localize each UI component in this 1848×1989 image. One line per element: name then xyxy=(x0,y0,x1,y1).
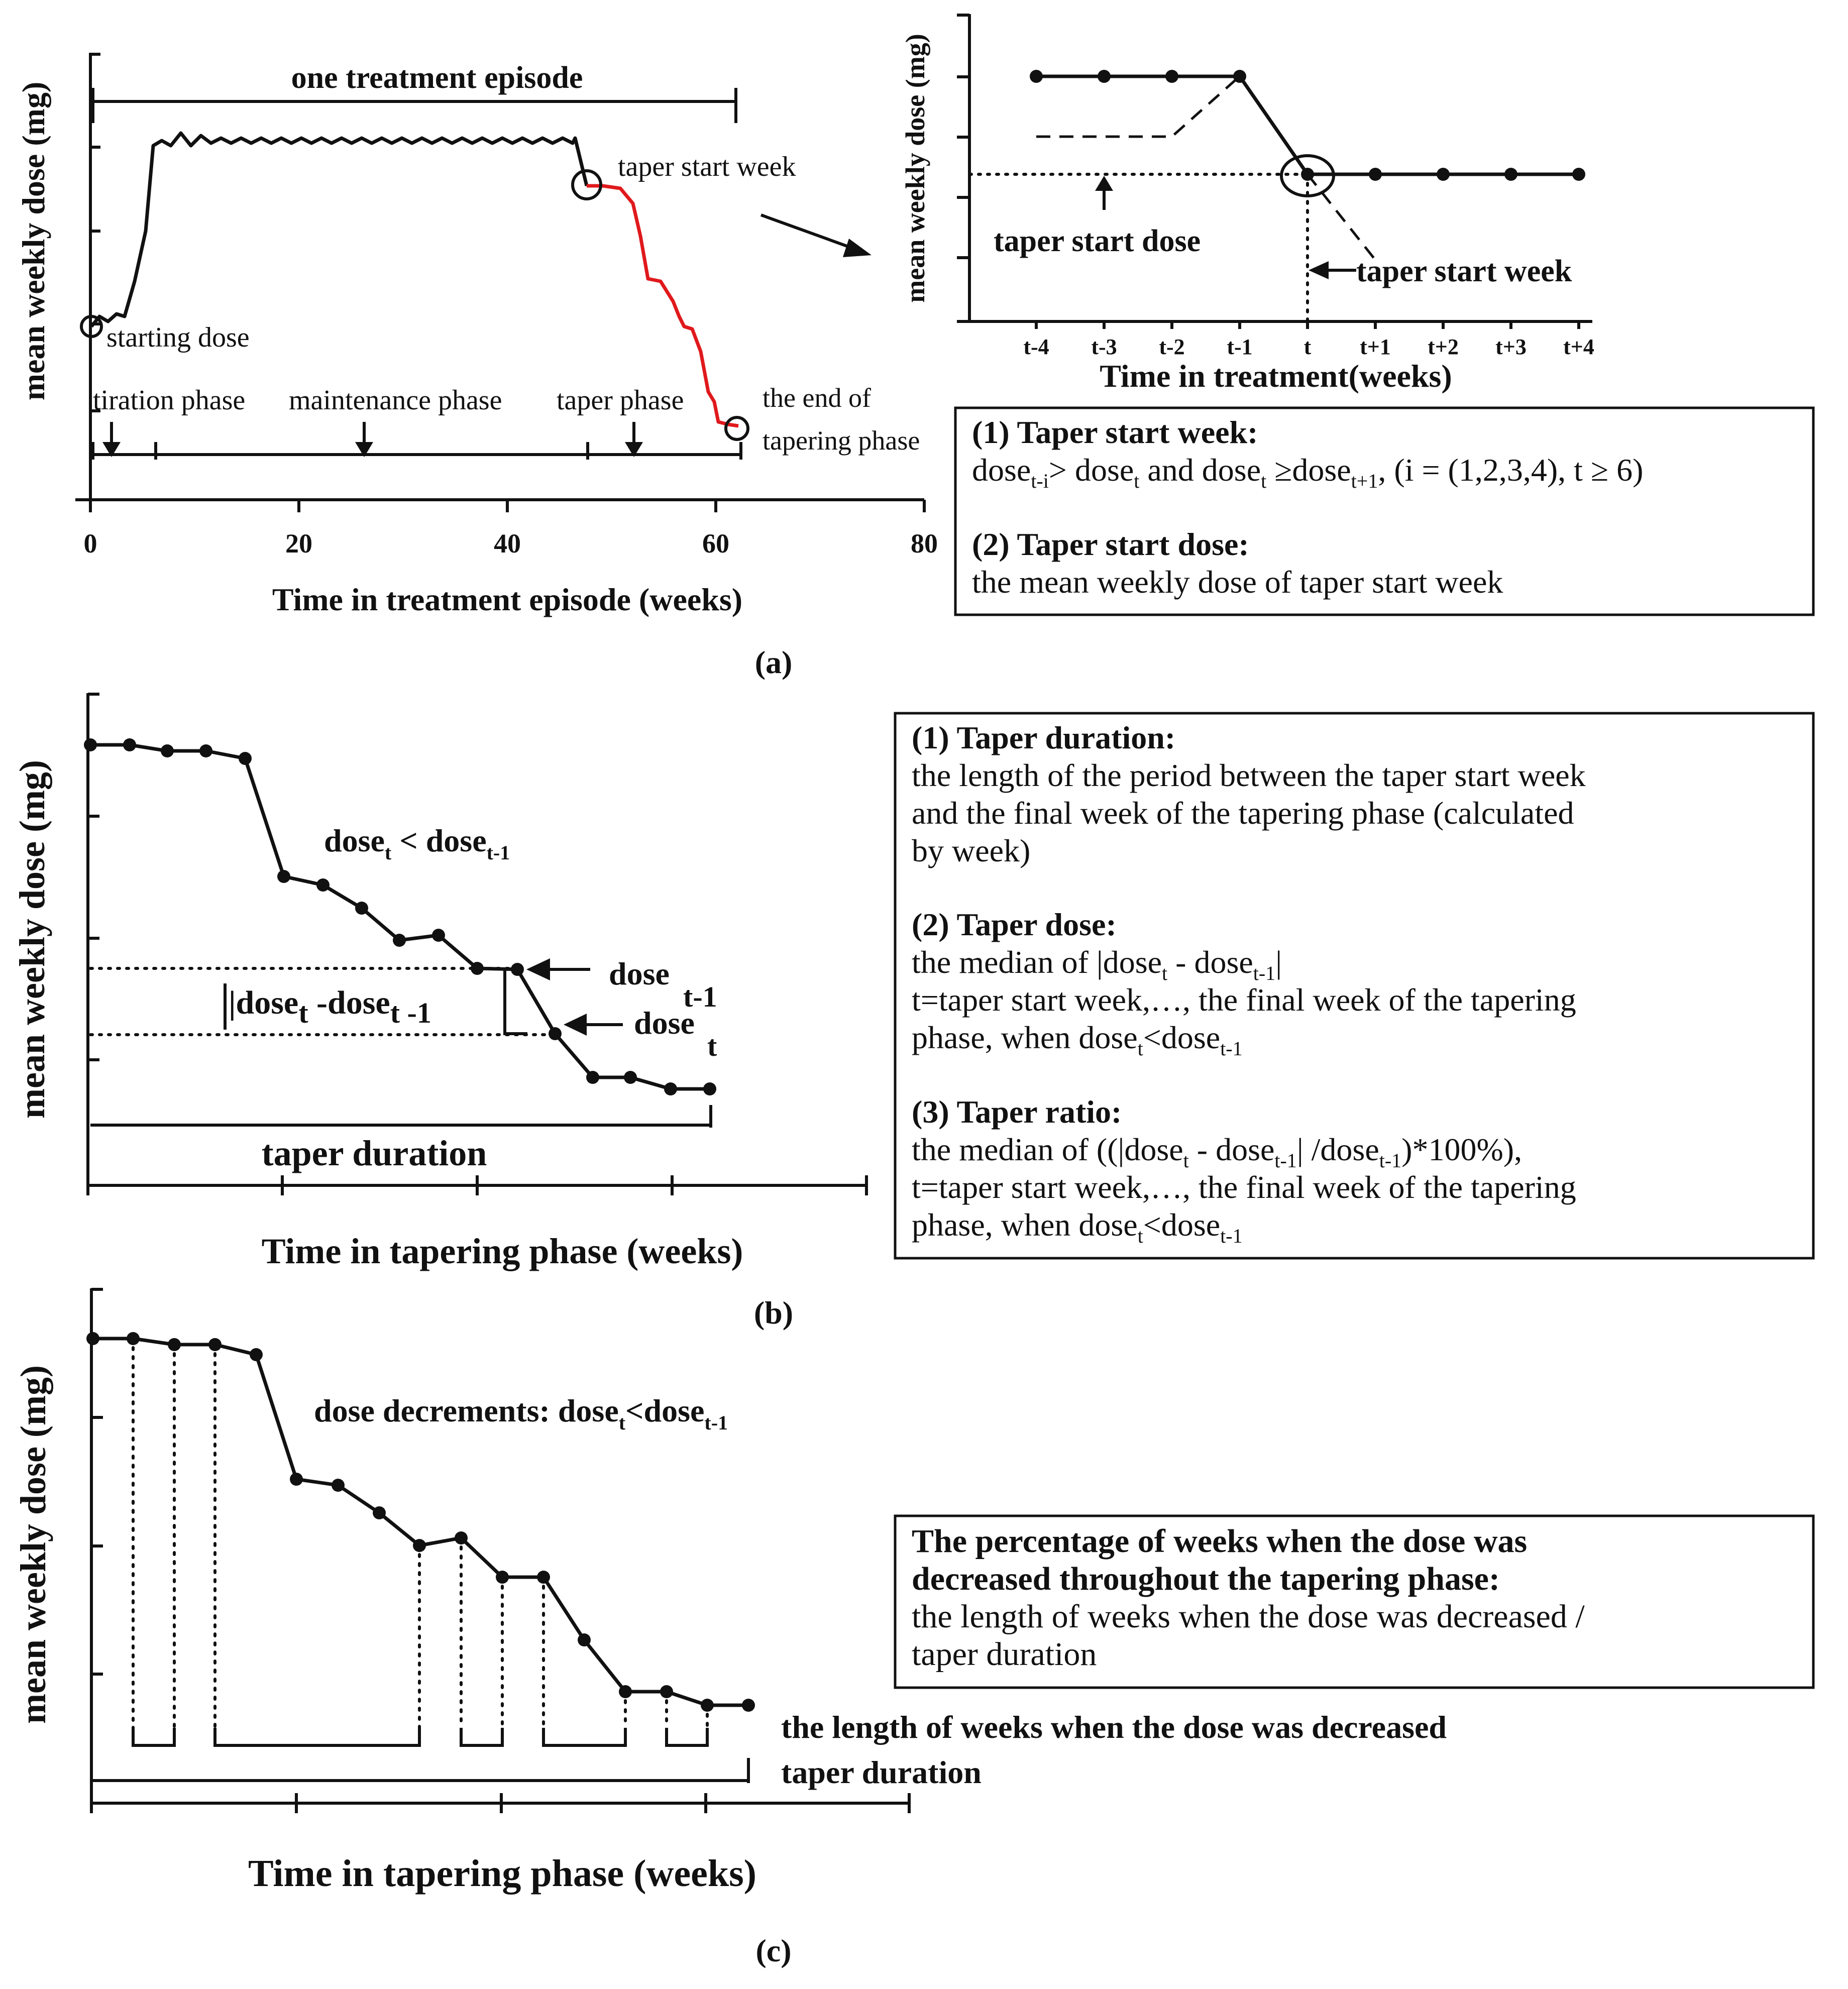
panel-c-point xyxy=(578,1633,591,1646)
panel-b-point xyxy=(239,752,252,765)
inset-x-tick-label: t+2 xyxy=(1428,335,1459,359)
panel-c-point xyxy=(660,1685,673,1698)
panel-b-taper-duration-label: taper duration xyxy=(261,1133,487,1173)
inset-point xyxy=(1504,168,1517,181)
inset-y-ticks xyxy=(957,15,969,258)
panel-b-point xyxy=(471,962,484,975)
panel-c-point xyxy=(496,1571,509,1584)
inset-point xyxy=(1165,70,1178,83)
panel-a-definition-box xyxy=(955,408,1813,615)
panel-c-point xyxy=(290,1473,303,1486)
phase-bracket xyxy=(93,442,741,460)
panel-a-x-tick-label: 80 xyxy=(911,528,938,559)
inset-x-tick-label: t xyxy=(1303,335,1312,359)
inset-x-tick-label: t+3 xyxy=(1495,335,1527,359)
inset-x-tick-label: t+4 xyxy=(1563,335,1594,359)
taper-start-dose-label: taper start dose xyxy=(994,224,1201,258)
dose-prev-label: doset-1 xyxy=(609,956,717,1013)
end-of-taper-label-1: the end of xyxy=(763,383,871,413)
caption-b: (b) xyxy=(753,1295,794,1331)
taper-duration-line: the length of the period between the taper start week xyxy=(912,757,1586,793)
inset-x-tick-label: t-2 xyxy=(1159,335,1185,359)
taper-duration-line: and the final week of the tapering phase (calculated xyxy=(912,795,1574,831)
panel-c-point xyxy=(537,1571,550,1584)
taper-start-week-label: taper start week xyxy=(618,151,796,182)
inset-x-tick-label: t-3 xyxy=(1091,335,1117,359)
panel-c-taper-duration-label: taper duration xyxy=(781,1754,982,1790)
panel-b-chart xyxy=(12,693,866,1271)
panel-c-definition-box xyxy=(895,1516,1813,1688)
panel-c-point xyxy=(250,1348,263,1361)
panel-b-point xyxy=(432,929,445,942)
panel-b-definition-box xyxy=(895,713,1813,1258)
percentage-text-line: the length of weeks when the dose was decreased / xyxy=(912,1598,1585,1635)
panel-c-point xyxy=(619,1685,632,1698)
panel-b-point xyxy=(586,1071,599,1084)
panel-c-y-ticks xyxy=(91,1289,103,1674)
inset-point xyxy=(1369,168,1382,181)
inset-point xyxy=(1572,168,1585,181)
panel-b-y-axis-label: mean weekly dose (mg) xyxy=(12,760,52,1119)
panel-a-x-tick-label: 60 xyxy=(702,528,729,559)
caption-a: (a) xyxy=(754,644,793,680)
panel-b-point xyxy=(355,902,368,915)
taper-dose-line: phase, when dose$_t$<dose$_{t-1}$ xyxy=(912,1020,1243,1060)
inset-x-tick-label: t-1 xyxy=(1227,335,1253,359)
taper-ratio-title: (3) Taper ratio: xyxy=(912,1094,1122,1130)
phase-label-titration: tiration phase xyxy=(93,385,246,416)
panel-a-x-axis-label: Time in treatment episode (weeks) xyxy=(272,582,743,617)
taper-ratio-line: t=taper start week,…, the final week of the tapering xyxy=(912,1169,1576,1205)
panel-b-point xyxy=(161,744,174,757)
inset-dashed-after xyxy=(1308,174,1376,261)
percentage-title-line: The percentage of weeks when the dose was xyxy=(912,1523,1528,1560)
inset-taper-start-week-label: taper start week xyxy=(1356,254,1572,288)
panel-b-point xyxy=(703,1082,716,1095)
difference-label: |doset -doset -1 xyxy=(229,984,431,1029)
inset-dashed-before xyxy=(1036,75,1241,137)
inset-x-axis-label: Time in treatment(weeks) xyxy=(1100,358,1452,394)
panel-b-point xyxy=(123,738,136,751)
caption-c: (c) xyxy=(755,1933,792,1968)
taper-start-week-title: (1) Taper start week: xyxy=(972,414,1258,450)
dose-prev-arrow xyxy=(526,958,590,980)
percentage-text-line: taper duration xyxy=(912,1636,1097,1673)
dose-cur-label: doset xyxy=(634,1005,717,1062)
zoom-arrow xyxy=(761,215,872,257)
inset-point xyxy=(1301,168,1314,181)
panel-b-point xyxy=(664,1082,677,1095)
panel-b-point xyxy=(199,744,212,757)
taper-dose-line: the median of |dose$_t$ - dose$_{t-1}$| xyxy=(912,944,1282,984)
episode-label: one treatment episode xyxy=(291,61,583,95)
panel-c-point xyxy=(742,1699,755,1712)
inset-point xyxy=(1098,70,1111,83)
panel-b-x-axis-label: Time in tapering phase (weeks) xyxy=(261,1231,743,1271)
panel-b-point xyxy=(316,878,330,892)
panel-c-point xyxy=(701,1699,714,1712)
phase-arrows xyxy=(102,422,643,457)
panel-c-point xyxy=(455,1531,468,1544)
panel-c-y-axis-label: mean weekly dose (mg) xyxy=(13,1365,53,1724)
phase-label-taper: taper phase xyxy=(557,385,684,416)
taper-duration-line: by week) xyxy=(912,833,1031,868)
taper-start-week-formula: dose$_{t-i}$> dose$_t$ and dose$_t$ ≥dose$_{t+1}$, (i = (1,2,3,4), t ≥ 6) xyxy=(972,452,1644,492)
inset-dose-line xyxy=(1036,76,1579,174)
panel-c-point xyxy=(208,1338,222,1351)
inset-points xyxy=(1030,70,1585,181)
panel-b-rule-label: dose$_t$ < dose$_{t-1}$ xyxy=(324,823,510,864)
panel-b-points xyxy=(84,738,716,1095)
taper-start-dose-text: the mean weekly dose of taper start week xyxy=(972,564,1503,600)
decreased-weeks-label: the length of weeks when the dose was decreased xyxy=(781,1709,1447,1745)
panel-c-duration-bracket xyxy=(93,1758,748,1783)
dose-cur-arrow xyxy=(564,1014,623,1036)
end-of-taper-marker xyxy=(726,417,748,439)
taper-start-dose-arrow xyxy=(1095,176,1113,210)
panel-c-point xyxy=(168,1338,181,1351)
panel-b-point xyxy=(511,963,524,976)
panel-a-y-axis-label: mean weekly dose (mg) xyxy=(16,81,51,401)
inset-y-axis-label: mean weekly dose (mg) xyxy=(900,34,930,303)
panel-c-x-axis-label: Time in tapering phase (weeks) xyxy=(248,1852,756,1895)
panel-a-x-ticks xyxy=(90,500,924,512)
decrement-brackets xyxy=(133,1728,707,1745)
panel-c-rule-label: dose decrements: dose$_t$<dose$_{t-1}$ xyxy=(314,1393,728,1434)
inset-point xyxy=(1233,70,1246,83)
panel-c-point xyxy=(127,1332,140,1345)
taper-start-dose-title: (2) Taper start dose: xyxy=(972,526,1249,562)
panel-b-point xyxy=(277,870,290,883)
panel-b-point xyxy=(393,934,406,947)
taper-start-week-arrow xyxy=(1309,261,1356,279)
panel-b-duration-bracket xyxy=(90,1105,711,1128)
panel-c-point xyxy=(373,1506,386,1519)
panel-a-x-tick-label: 40 xyxy=(494,528,521,559)
panel-b-point xyxy=(84,738,97,751)
inset-point xyxy=(1437,168,1450,181)
taper-duration-title: (1) Taper duration: xyxy=(912,720,1176,755)
panel-b-dose-line xyxy=(90,745,710,1089)
panel-c-point xyxy=(332,1479,345,1492)
end-of-taper-label-2: tapering phase xyxy=(763,425,920,456)
taper-dose-title: (2) Taper dose: xyxy=(912,907,1117,942)
panel-a-x-tick-label: 20 xyxy=(285,528,312,559)
taper-dose-line: t=taper start week,…, the final week of the tapering xyxy=(912,982,1576,1018)
panel-b-point xyxy=(624,1071,637,1084)
phase-label-maintenance: maintenance phase xyxy=(289,385,502,416)
inset-x-tick-label: t-4 xyxy=(1023,335,1049,359)
panel-a-x-tick-label: 0 xyxy=(83,528,97,559)
starting-dose-label: starting dose xyxy=(106,322,250,353)
panel-c-point xyxy=(86,1332,99,1345)
panel-a-main-chart xyxy=(16,53,938,617)
panel-c-point xyxy=(413,1539,426,1552)
panel-b-point xyxy=(549,1027,562,1040)
panel-a-inset-chart xyxy=(900,14,1594,394)
dose-curve xyxy=(91,133,587,326)
inset-point xyxy=(1030,70,1043,83)
taper-ratio-line: the median of ((|dose$_t$ - dose$_{t-1}$| /dose$_{t-1}$)*100%), xyxy=(912,1132,1523,1172)
taper-ratio-line: phase, when dose$_t$<dose$_{t-1}$ xyxy=(912,1207,1243,1247)
inset-x-tick-label: t+1 xyxy=(1360,335,1391,359)
percentage-title-line: decreased throughout the tapering phase: xyxy=(912,1561,1500,1597)
